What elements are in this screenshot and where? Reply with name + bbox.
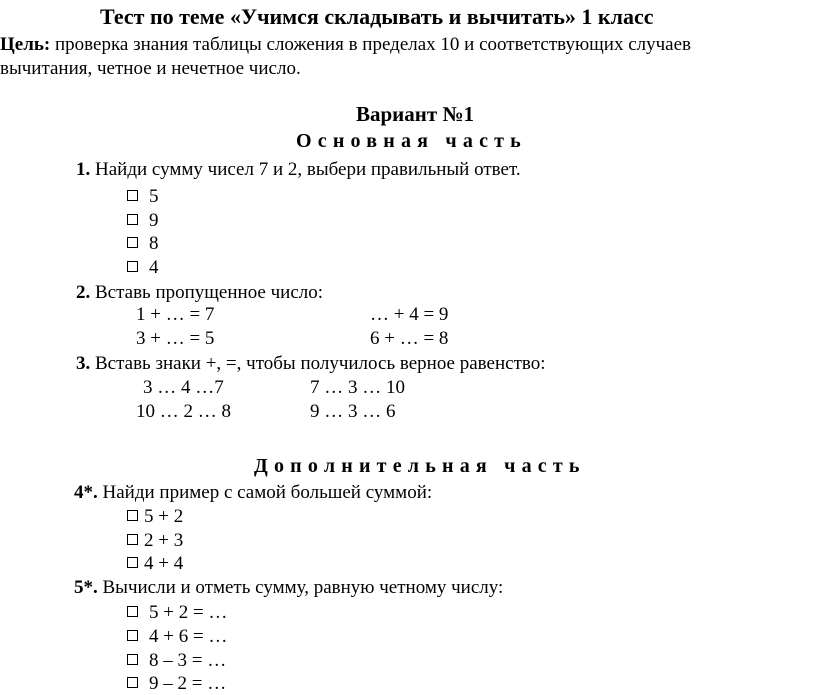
question-3-number: 3. [76, 353, 91, 374]
question-3 [76, 354, 546, 373]
checkbox-icon[interactable] [127, 654, 138, 665]
q5-option-2[interactable]: 4 + 6 = … [127, 627, 227, 646]
q2-expression-3: 3 + … = 5 [136, 328, 215, 349]
question-2 [76, 283, 323, 302]
q2-expression-4: 6 + … = 8 [370, 328, 449, 349]
q1-option-2[interactable]: 9 [127, 211, 159, 230]
checkbox-icon[interactable] [127, 606, 138, 617]
q4-option-1[interactable]: 5 + 2 [127, 507, 183, 526]
checkbox-icon[interactable] [127, 557, 138, 568]
question-4 [74, 483, 432, 502]
q1-option-3[interactable]: 8 [127, 234, 159, 253]
q3-expression-1: 3 … 4 …7 [143, 377, 224, 398]
variant-heading: Вариант №1 [356, 102, 475, 126]
q5-option-3[interactable]: 8 – 3 = … [127, 651, 226, 670]
q2-expression-1: 1 + … = 7 [136, 304, 215, 325]
checkbox-icon[interactable] [127, 677, 138, 688]
question-2-text: Вставь пропущенное число: [90, 282, 324, 303]
q3-expression-2: 7 … 3 … 10 [310, 377, 405, 398]
q4-option-2[interactable]: 2 + 3 [127, 531, 183, 550]
checkbox-icon[interactable] [127, 510, 138, 521]
question-4-text: Найди пример с самой большей суммой: [97, 482, 433, 503]
q3-expression-4: 9 … 3 … 6 [310, 401, 396, 422]
q5-option-4[interactable]: 9 – 2 = … [127, 674, 226, 693]
checkbox-icon[interactable] [127, 237, 138, 248]
checkbox-icon[interactable] [127, 534, 138, 545]
question-4-number: 4*. [74, 482, 98, 503]
checkbox-icon[interactable] [127, 214, 138, 225]
question-2-number: 2. [76, 282, 91, 303]
question-5-number: 5*. [74, 577, 98, 598]
question-3-text: Вставь знаки +, =, чтобы получилось верное равенство: [90, 353, 546, 374]
goal-label: Цель: [0, 34, 51, 55]
q5-option-1[interactable]: 5 + 2 = … [127, 603, 227, 622]
goal-text-line2: вычитания, четное и нечетное число. [0, 58, 301, 79]
goal-paragraph [0, 33, 816, 57]
question-1-text: Найди сумму чисел 7 и 2, выбери правильный ответ. [90, 159, 521, 180]
page-title: Тест по теме «Учимся складывать и вычитать» 1 класс [100, 4, 654, 29]
q3-expression-3: 10 … 2 … 8 [136, 401, 231, 422]
question-1 [76, 160, 521, 179]
extra-part-heading: Дополнительная часть [254, 455, 586, 477]
checkbox-icon[interactable] [127, 630, 138, 641]
question-5 [74, 578, 503, 597]
q1-option-4[interactable]: 4 [127, 258, 159, 277]
question-5-text: Вычисли и отметь сумму, равную четному числу: [97, 577, 504, 598]
question-1-number: 1. [76, 159, 91, 180]
q1-option-1[interactable]: 5 [127, 187, 159, 206]
goal-text-line1: проверка знания таблицы сложения в пределах 10 и соответствующих случаев [50, 34, 692, 55]
q2-expression-2: … + 4 = 9 [370, 304, 449, 325]
main-part-heading: Основная часть [296, 130, 527, 152]
q4-option-3[interactable]: 4 + 4 [127, 554, 183, 573]
checkbox-icon[interactable] [127, 190, 138, 201]
checkbox-icon[interactable] [127, 261, 138, 272]
